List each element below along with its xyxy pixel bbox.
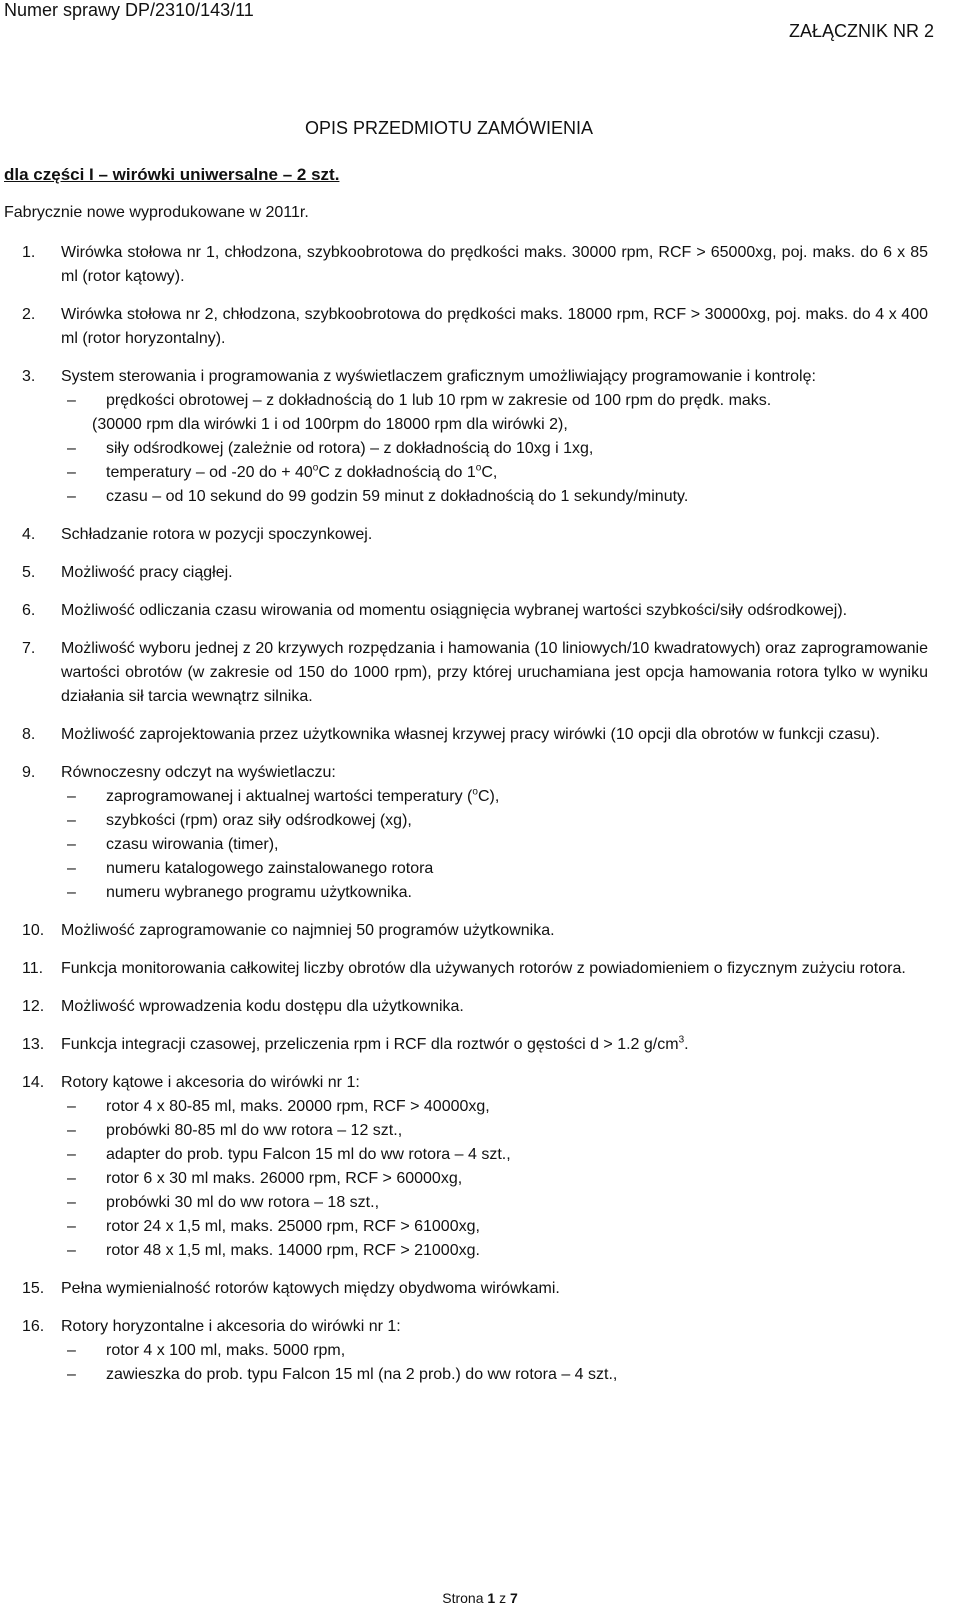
item-text: Możliwość wyboru jednej z 20 krzywych rozpędzania i hamowania (10 liniowych/10 kwadratowych) oraz zaprogramowanie wartości obrotów (w zakresie od 150 do 1000 rpm), przy której uruchamiana jest opcja hamowania rotora tylko w wyniku działania sił tarcia wewnątrz silnika. (61, 640, 928, 705)
item-text: Pełna wymienialność rotorów kątowych między obydwoma wirówkami. (61, 1280, 560, 1297)
sub-item: – rotor 4 x 80-85 ml, maks. 20000 rpm, RCF > 40000xg, (61, 1095, 928, 1119)
total-pages: 7 (509, 1590, 518, 1606)
dash-bullet: – (67, 440, 76, 457)
item-number: 13. (22, 1036, 45, 1053)
sub-item: – rotor 48 x 1,5 ml, maks. 14000 rpm, RCF > 21000xg. (61, 1239, 928, 1263)
intro-text: Fabrycznie nowe wyprodukowane w 2011r. (4, 204, 309, 221)
list-item (0, 1033, 928, 1057)
dash-bullet: – (67, 812, 76, 829)
dash-bullet: – (67, 788, 76, 805)
requirements-list (0, 241, 960, 1401)
list-item (0, 1315, 928, 1387)
item-number: 5. (22, 564, 36, 581)
dash-bullet: – (67, 836, 76, 853)
sub-item: – temperatury – od -20 do + $40^oC$ z dokładnością do 1$^o$C, (61, 461, 928, 485)
item-number: 7. (22, 640, 36, 657)
case-number: Numer sprawy DP/2310/143/11 (4, 0, 254, 20)
dash-bullet: – (67, 1342, 76, 1359)
item-text: Funkcja integracji czasowej, przeliczenia rpm i RCF dla roztwór o gęstości d > 1.2 $g/cm^3$. (61, 1034, 689, 1053)
list-item (0, 241, 928, 289)
dash-bullet: – (67, 1098, 76, 1115)
item-number: 2. (22, 306, 36, 323)
item-number: 15. (22, 1280, 45, 1297)
item-text: Możliwość wprowadzenia kodu dostępu dla użytkownika. (61, 998, 464, 1015)
list-item (0, 303, 928, 351)
sub-item-continuation: (30000 rpm dla wirówki 1 i od 100rpm do 18000 rpm dla wirówki 2), (92, 416, 568, 433)
item-text: Schładzanie rotora w pozycji spoczynkowej. (61, 526, 373, 543)
item-number: 3. (22, 368, 36, 385)
item-text: Możliwość odliczania czasu wirowania od momentu osiągnięcia wybranej wartości szybkości/siły odśrodkowej). (61, 602, 848, 619)
sub-item: – rotor 6 x 30 ml maks. 26000 rpm, RCF > 60000xg, (61, 1167, 928, 1191)
item-text: Możliwość pracy ciągłej. (61, 564, 233, 581)
sub-item: – rotor 4 x 100 ml, maks. 5000 rpm, (61, 1339, 928, 1363)
dash-bullet: – (67, 1122, 76, 1139)
dash-bullet: – (67, 860, 76, 877)
item-text: Możliwość zaprogramowanie co najmniej 50 programów użytkownika. (61, 922, 555, 939)
dash-bullet: – (67, 1242, 76, 1259)
dash-bullet: – (67, 1170, 76, 1187)
page-footer: Strona 1 z 7 (442, 1590, 518, 1606)
current-page-number: 1 (487, 1590, 496, 1606)
part-heading: dla części I – wirówki uniwersalne – 2 szt. (4, 165, 340, 184)
list-item (0, 1071, 928, 1263)
item-number: 12. (22, 998, 45, 1015)
sub-item: – prędkości obrotowej – z dokładnością do 1 lub 10 rpm w zakresie od 100 rpm do prędk. maks. (61, 389, 928, 413)
item-number: 9. (22, 764, 36, 781)
item-text: Możliwość zaprojektowania przez użytkownika własnej krzywej pracy wirówki (10 opcji dla obrotów w funkcji czasu). (61, 726, 880, 743)
annex-label: ZAŁĄCZNIK NR 2 (788, 21, 934, 41)
item-number: 4. (22, 526, 36, 543)
item-text: Równoczesny odczyt na wyświetlaczu: (61, 764, 336, 781)
sub-item: – numeru katalogowego zainstalowanego rotora (61, 857, 928, 881)
list-item (0, 1277, 928, 1301)
list-item (0, 723, 928, 747)
item-number: 14. (22, 1074, 45, 1091)
item-text: Wirówka stołowa nr 2, chłodzona, szybkoobrotowa do prędkości maks. 18000 rpm, RCF > 30000xg, poj. maks. do 4 x 400 ml (rotor horyzontalny). (61, 306, 928, 347)
list-item (0, 637, 928, 709)
dash-bullet: – (67, 392, 76, 409)
sub-item: – szybkości (rpm) oraz siły odśrodkowej (xg), (61, 809, 928, 833)
list-item (0, 523, 928, 547)
item-number: 8. (22, 726, 36, 743)
sub-item: – numeru wybranego programu użytkownika. (61, 881, 928, 905)
sub-item: – rotor 24 x 1,5 ml, maks. 25000 rpm, RCF > 61000xg, (61, 1215, 928, 1239)
list-item (0, 761, 928, 905)
sub-item: – czasu – od 10 sekund do 99 godzin 59 minut z dokładnością do 1 sekundy/minuty. (61, 485, 928, 509)
list-item (0, 561, 928, 585)
dash-bullet: – (67, 464, 76, 481)
dash-bullet: – (67, 1218, 76, 1235)
sub-item: – zaprogramowanej i aktualnej wartości temperatury ($^o$C), (61, 785, 928, 809)
item-text: Wirówka stołowa nr 1, chłodzona, szybkoobrotowa do prędkości maks. 30000 rpm, RCF > 65000xg, poj. maks. do 6 x 85 ml (rotor kątowy). (61, 244, 928, 285)
sub-item: – probówki 80-85 ml do ww rotora – 12 szt., (61, 1119, 928, 1143)
item-text: Funkcja monitorowania całkowitej liczby obrotów dla używanych rotorów z powiadomieniem o fizycznym zużyciu rotora. (61, 960, 906, 977)
item-text: System sterowania i programowania z wyświetlaczem graficznym umożliwiający programowanie i kontrolę: (61, 368, 816, 385)
dash-bullet: – (67, 884, 76, 901)
list-item (0, 919, 928, 943)
sub-item: – zawieszka do prob. typu Falcon 15 ml (na 2 prob.) do ww rotora – 4 szt., (61, 1363, 928, 1387)
list-item (0, 599, 928, 623)
item-text: Rotory kątowe i akcesoria do wirówki nr 1: (61, 1074, 360, 1091)
list-item (0, 995, 928, 1019)
dash-bullet: – (67, 488, 76, 505)
sub-item: – probówki 30 ml do ww rotora – 18 szt., (61, 1191, 928, 1215)
sub-item: – czasu wirowania (timer), (61, 833, 928, 857)
item-number: 1. (22, 244, 36, 261)
item-number: 6. (22, 602, 36, 619)
dash-bullet: – (67, 1194, 76, 1211)
item-number: 11. (22, 960, 44, 977)
item-number: 10. (22, 922, 45, 939)
sub-item: – adapter do prob. typu Falcon 15 ml do ww rotora – 4 szt., (61, 1143, 928, 1167)
item-number: 16. (22, 1318, 45, 1335)
dash-bullet: – (67, 1146, 76, 1163)
item-text: Rotory horyzontalne i akcesoria do wirówki nr 1: (61, 1318, 401, 1335)
sub-item: – siły odśrodkowej (zależnie od rotora) – z dokładnością do 10xg i 1xg, (61, 437, 928, 461)
dash-bullet: – (67, 1366, 76, 1383)
document-title: OPIS PRZEDMIOTU ZAMÓWIENIA (305, 118, 594, 138)
list-item (0, 957, 928, 981)
list-item (0, 365, 928, 509)
